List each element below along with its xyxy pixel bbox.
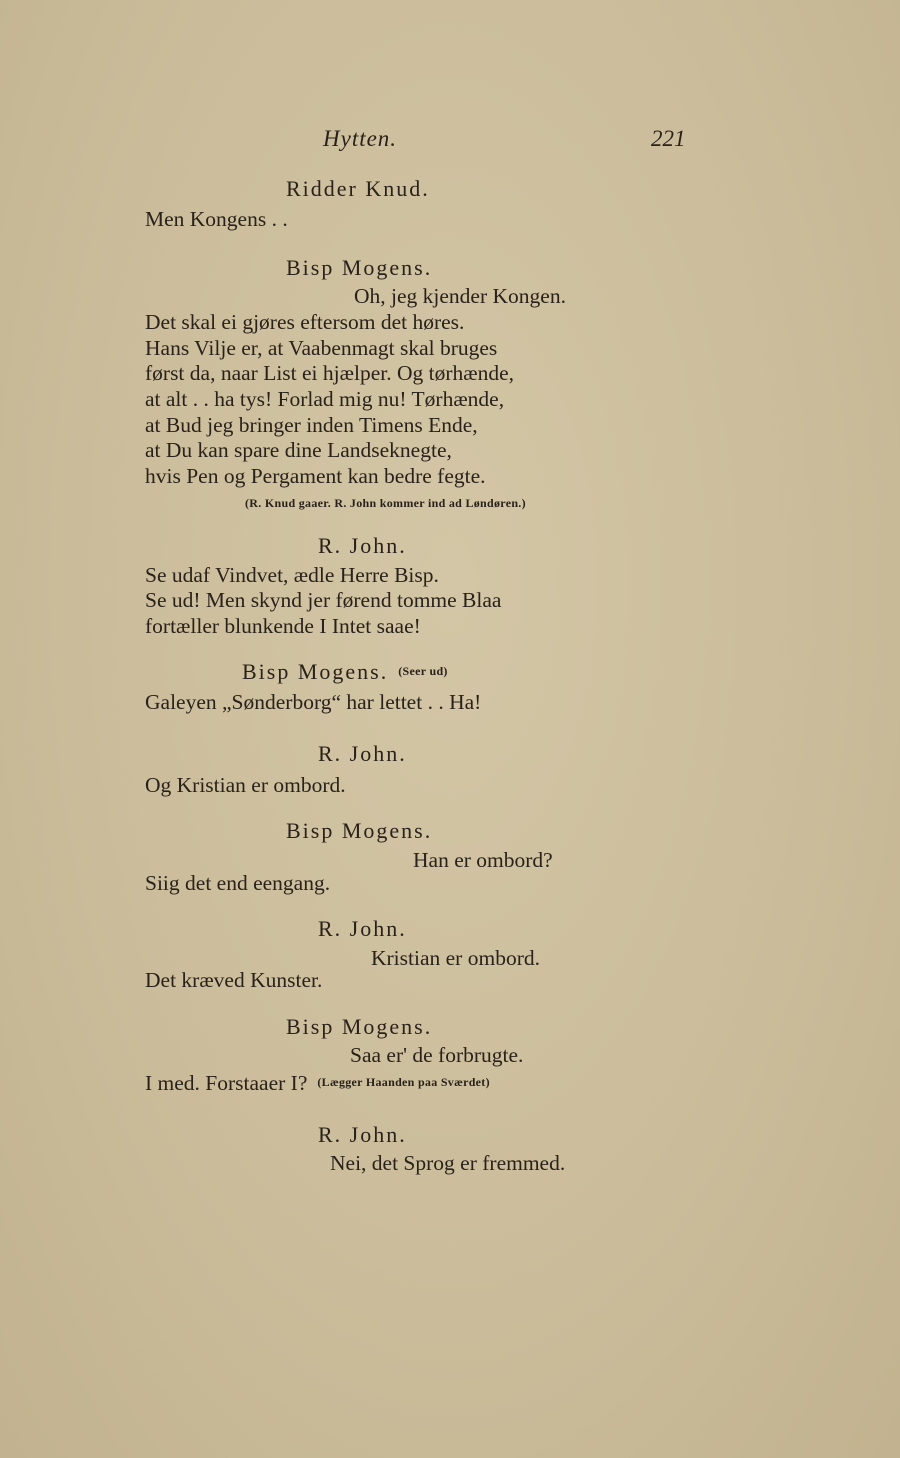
running-title: Hytten. — [323, 126, 398, 151]
verse-line: Det kræved Kunster. — [145, 968, 323, 992]
verse-line: Siig det end eengang. — [145, 871, 331, 895]
verse-line: at Du kan spare dine Landseknegte, — [145, 438, 452, 462]
speaker-label: Bisp Mogens. — [242, 659, 389, 684]
verse-line: Saa er' de forbrugte. — [350, 1043, 524, 1067]
verse-text: I med. Forstaaer I? — [145, 1071, 308, 1095]
verse-line: Det skal ei gjøres eftersom det høres. — [145, 310, 465, 334]
page-number: 221 — [651, 126, 686, 151]
verse-line: Men Kongens . . — [145, 207, 288, 231]
stage-direction: (Lægger Haanden paa Sværdet) — [317, 1075, 490, 1089]
verse-line: Se udaf Vindvet, ædle Herre Bisp. — [145, 563, 439, 587]
verse-line: først da, naar List ei hjælper. Og tørhænde, — [145, 361, 515, 385]
verse-line: Nei, det Sprog er fremmed. — [330, 1151, 566, 1175]
speaker-name: R. John. — [318, 1122, 407, 1147]
verse-line: Galeyen „Sønderborg“ har lettet . . Ha! — [145, 690, 482, 714]
speaker-name: Bisp Mogens. — [286, 1014, 433, 1039]
stage-direction: (Seer ud) — [398, 664, 448, 678]
verse-line: at alt . . ha tys! Forlad mig nu! Tørhænde, — [145, 387, 505, 411]
verse-line: Han er ombord? — [413, 848, 553, 872]
verse-line — [145, 1073, 490, 1095]
speaker-name: R. John. — [318, 741, 407, 766]
verse-line: Oh, jeg kjender Kongen. — [354, 284, 566, 308]
speaker-name: R. John. — [318, 916, 407, 941]
speaker-name: Bisp Mogens. — [286, 818, 433, 843]
speaker-name: Bisp Mogens. — [286, 255, 433, 280]
speaker-name: Ridder Knud. — [286, 176, 430, 201]
verse-line: fortæller blunkende I Intet saae! — [145, 614, 421, 638]
stage-direction: (R. Knud gaaer. R. John kommer ind ad Løndøren.) — [245, 496, 526, 510]
verse-line: at Bud jeg bringer inden Timens Ende, — [145, 413, 478, 437]
speaker-name: R. John. — [318, 533, 407, 558]
verse-line: Se ud! Men skynd jer førend tomme Blaa — [145, 588, 502, 612]
verse-line: hvis Pen og Pergament kan bedre fegte. — [145, 464, 486, 488]
verse-line: Hans Vilje er, at Vaabenmagt skal bruges — [145, 336, 498, 360]
verse-line: Og Kristian er ombord. — [145, 773, 346, 797]
speaker-name — [242, 661, 448, 683]
verse-line: Kristian er ombord. — [371, 946, 540, 970]
